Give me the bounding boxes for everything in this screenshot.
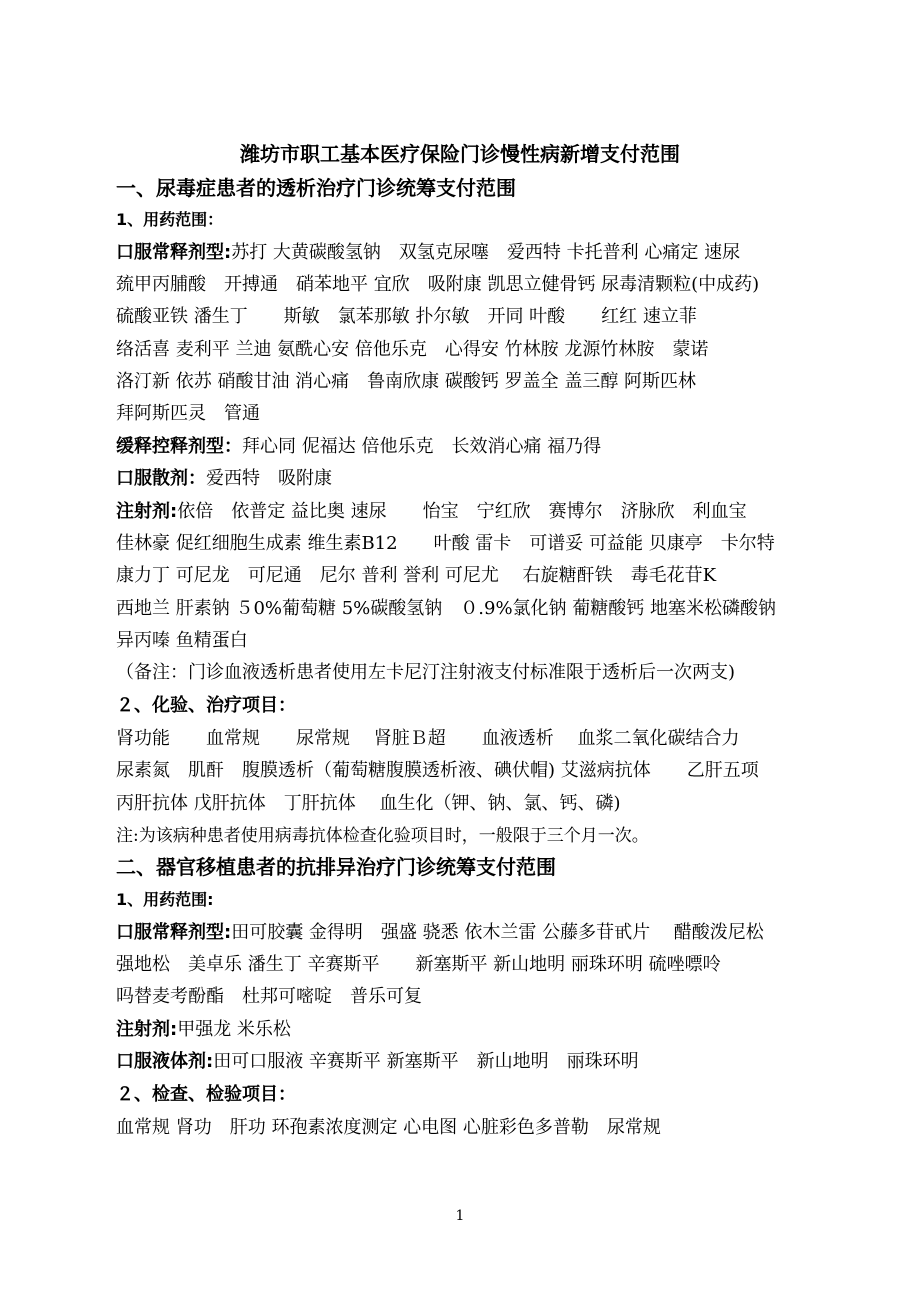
section2-oral-line-2: 强地松 美卓乐 潘生丁 辛赛斯平 新塞斯平 新山地明 丽珠环明 硫唑嘌呤 [116,954,721,975]
section1-oral-line-2: 巯甲丙脯酸 开搏通 硝苯地平 宜欣 吸附康 凯思立健骨钙 尿毒清颗粒(中成药) [116,274,760,295]
section1-test-note: 注:为该病种患者使用病毒抗体检查化验项目时，一般限于三个月一次。 [116,826,649,846]
section1-oral-line-4: 络活喜 麦利平 兰迪 氨酰心安 倍他乐克 心得安 竹林胺 龙源竹林胺 蒙诺 [116,339,709,360]
oral-text: 田可胶囊 金得明 强盛 骁悉 依木兰雷 公藤多苷甙片 醋酸泼尼松 [231,922,764,943]
section1-inject-line-4: 西地兰 肝素钠 ５0%葡萄糖 5%碳酸氢钠 ０.9%氯化钠 葡糖酸钙 地塞米松磷酸钠 [116,598,776,619]
section1-sub1: 1、用药范围： [116,210,224,229]
oral-text: 苏打 大黄碳酸氢钠 双氢克尿噻 爱西特 卡托普利 心痛定 速尿 [231,242,741,263]
section1-oral-line-6: 拜阿斯匹灵 管通 [116,403,260,424]
section2-test-line: 血常规 肾功 肝功 环孢素浓度测定 心电图 心脏彩色多普勒 尿常规 [116,1117,661,1138]
section2-liquid-line [116,1051,639,1073]
section2-oral-line-1 [116,922,764,944]
section1-oral-line-5: 洛汀新 依苏 硝酸甘油 消心痛 鲁南欣康 碳酸钙 罗盖全 盖三醇 阿斯匹林 [116,371,697,392]
section1-test-line-1: 肾功能 血常规 尿常规 肾脏Ｂ超 血液透析 血浆二氧化碳结合力 [116,728,740,749]
document-title: 潍坊市职工基本医疗保险门诊慢性病新增支付范围 [240,142,680,166]
inject-label: 注射剂: [116,501,178,522]
section1-note: （备注：门诊血液透析患者使用左卡尼汀注射液支付标准限于透析后一次两支) [116,662,736,683]
inject-text: 依倍 依普定 益比奥 速尿 怡宝 宁红欣 赛博尔 济脉欣 利血宝 [177,501,747,522]
oral-label: 口服常释剂型: [116,922,232,943]
inject-label: 注射剂: [116,1019,178,1040]
section1-sustained-line [116,436,601,458]
section2-inject-line [116,1019,291,1041]
liquid-text: 田可口服液 辛赛斯平 新塞斯平 新山地明 丽珠环明 [213,1051,639,1072]
section1-inject-line-3: 康力丁 可尼龙 可尼通 尼尔 普利 誉利 可尼尤 右旋糖酐铁 毒毛花苷K [116,565,717,586]
oral-label: 口服常释剂型: [116,242,232,263]
section2-heading: 二、器官移植患者的抗排异治疗门诊统筹支付范围 [116,855,556,879]
section1-test-line-3: 丙肝抗体 戊肝抗体 丁肝抗体 血生化（钾、钠、氯、钙、磷) [116,793,621,814]
section1-test-line-2: 尿素氮 肌酐 腹膜透析（葡萄糖腹膜透析液、碘伏帽) 艾滋病抗体 乙肝五项 [116,760,759,781]
powder-label: 口服散剂： [116,468,206,489]
section2-sub2: ２、检查、检验项目： [116,1084,296,1105]
section1-inject-line-2: 佳林豪 促红细胞生成素 维生素B12 叶酸 雷卡 可谱妥 可益能 贝康亭 卡尔特 [116,533,775,554]
powder-text: 爱西特 吸附康 [206,468,332,489]
section1-oral-line-3: 硫酸亚铁 潘生丁 斯敏 氯苯那敏 扑尔敏 开同 叶酸 红红 速立菲 [116,306,697,327]
section2-oral-line-3: 吗替麦考酚酯 杜邦可嘧啶 普乐可复 [116,986,422,1007]
liquid-label: 口服液体剂: [116,1051,214,1072]
section1-heading: 一、尿毒症患者的透析治疗门诊统筹支付范围 [116,176,516,200]
sustained-text: 拜心同 伲福达 倍他乐克 长效消心痛 福乃得 [242,436,602,457]
section1-inject-line-5: 异丙嗪 鱼精蛋白 [116,630,248,651]
page-number: 1 [455,1208,465,1224]
sustained-label: 缓释控释剂型： [116,436,242,457]
section1-oral-line-1 [116,242,740,264]
inject-text: 甲强龙 米乐松 [177,1019,291,1040]
section1-sub2: ２、化验、治疗项目： [116,695,296,716]
section1-inject-line-1 [116,501,747,523]
section1-powder-line [116,468,332,490]
section2-sub1: 1、用药范围: [116,890,214,909]
